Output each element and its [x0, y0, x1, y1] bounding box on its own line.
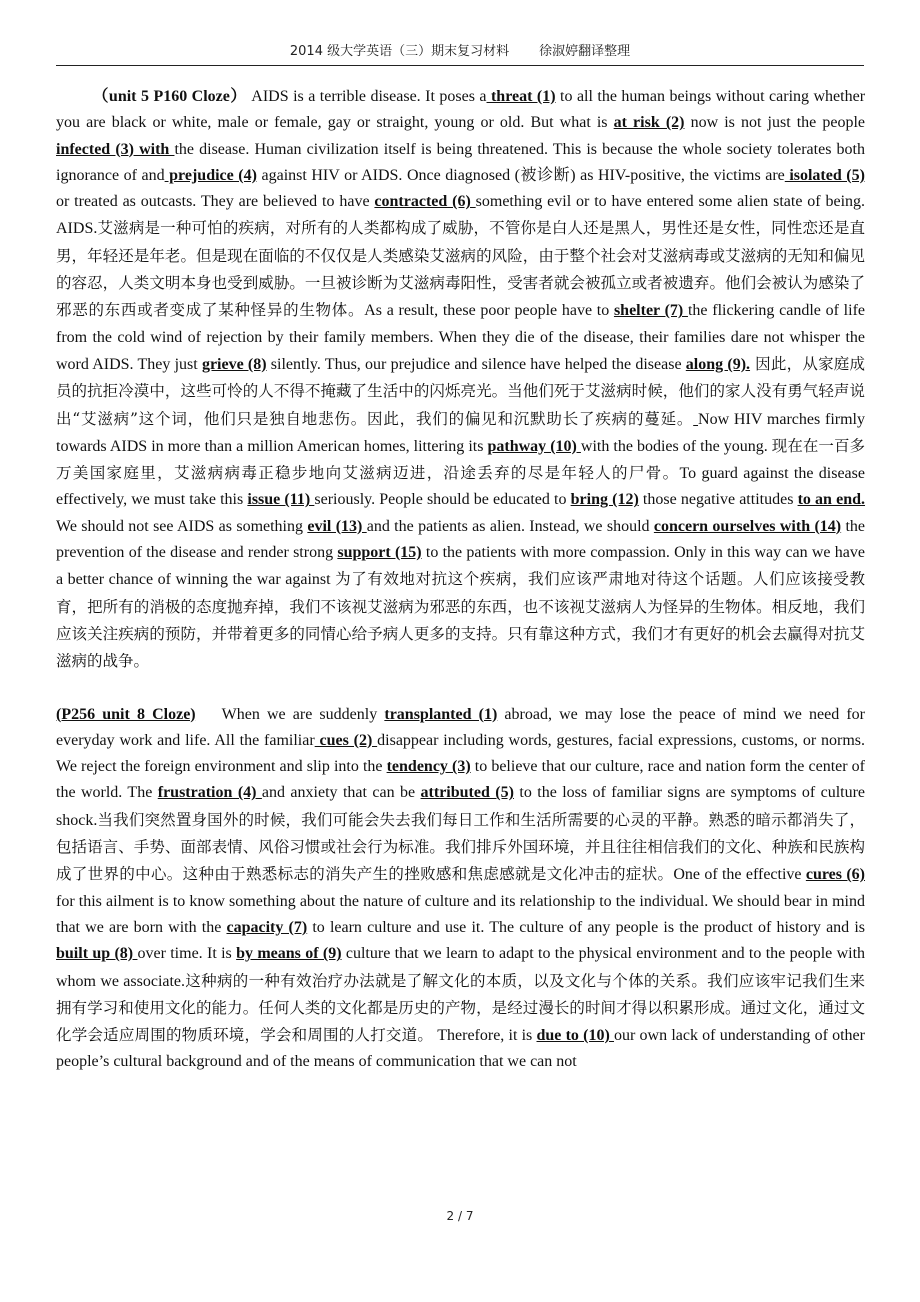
passage-text: with the bodies of the young.: [580, 437, 772, 455]
answer-blank: due to (10): [536, 1027, 615, 1045]
answer-blank: infected (3) with: [56, 140, 175, 158]
answer-blank: issue (11): [247, 491, 315, 509]
header-author: 徐淑婷翻译整理: [539, 44, 631, 59]
answer-blank: threat (1): [486, 88, 556, 105]
passage-text: When we are suddenly: [221, 705, 385, 723]
answer-blank: grieve (8): [201, 355, 267, 373]
answer-blank: frustration (4): [157, 784, 262, 802]
answer-blank: built up (8): [56, 945, 138, 963]
passage-text: the flickering candle of life from the cold wind of rejection by their family members. When they die of the disease, their families dare not whisper the word AIDS. They just: [56, 302, 865, 373]
passage-text: Therefore, it is: [433, 1027, 537, 1045]
passage-text: to learn culture and use it. The culture of any people is the product of history and is: [307, 918, 866, 936]
passage-text: abroad, we may lose the peace of mind we need for everyday work and life. All the familiar: [56, 705, 866, 749]
cloze-passage-unit-5: [56, 84, 865, 676]
answer-blank: by means of (9): [236, 945, 342, 963]
chinese-translation: 当我们突然置身国外的时候，我们可能会失去我们每日工作和生活所需要的心灵的平静。熟悉的暗示都消失了，包括语言、手势、面部表情、风俗习惯或社会行为标准。我们排斥外国环境，并且往往相信我们的文化、种族和民族构成了世界的中心。这种由于熟悉标志的消失产生的挫败感和焦虑感就是文化冲击的症状。: [56, 810, 865, 884]
chinese-translation: 这种病的一种有效治疗办法就是了解文化的本质，以及文化与个体的关系。我们应该牢记我们生来拥有学习和使用文化的能力。任何人类的文化都是历史的产物，是经过漫长的时间才得以积累形成。通过文化，通过文化学会适应周围的物质环境，学会和周围的人打交道。: [56, 971, 866, 1045]
passage-text: against HIV or AIDS. Once diagnosed (被诊断) as HIV-positive, the victims are: [256, 166, 785, 184]
answer-blank: tendency (3): [386, 758, 471, 776]
passage-label: (P256 unit 8 Cloze): [56, 705, 196, 723]
header-course-title: 2014 级大学英语（三）期末复习材料: [289, 44, 510, 59]
passage-text: those negative attitudes: [638, 491, 798, 509]
answer-blank: concern ourselves with (14): [653, 517, 842, 535]
page-header: [56, 40, 864, 66]
passage-label: （unit 5 P160 Cloze）: [92, 88, 247, 105]
answer-blank: at risk (2): [613, 114, 685, 132]
passage-text: to the patients with more compassion. Only in this way can we have a better chance of winning the war against: [56, 544, 866, 589]
passage-text: disappear including words, gestures, facial expressions, customs, or norms. We reject the foreign environment and slip into the: [56, 731, 866, 776]
passage-text: or treated as outcasts. They are believed to have: [56, 193, 375, 211]
page-number: 2 / 7: [446, 1209, 474, 1223]
passage-text: Now HIV marches firmly towards AIDS in more than a million American homes, littering its: [56, 410, 865, 455]
answer-blank: bring (12): [570, 491, 639, 509]
passage-text: and the patients as alien. Instead, we should: [366, 517, 654, 535]
passage-text: seriously. People should be educated to: [314, 491, 571, 509]
answer-blank: capacity (7): [226, 918, 308, 936]
answer-blank: support (15): [337, 544, 422, 562]
answer-blank: attributed (5): [420, 784, 514, 802]
chinese-translation: 艾滋病是一种可怕的疾病，对所有的人类都构成了威胁，不管你是白人还是黑人，男性还是女性，同性恋还是直男，年轻还是年老。但是现在面临的不仅仅是人类感染艾滋病的风险，由于整个社会对艾滋病毒或艾滋病的无知和偏见的容忍，人类文明本身也受到威胁。一旦被诊断为艾滋病毒阳性，受害者就会被孤立或者被遗弃。他们会被认为感染了邪恶的东西或者变成了某种怪异的生物体。: [56, 219, 865, 320]
passage-text: AIDS is a terrible disease. It poses a: [246, 88, 487, 105]
passage-text: We should not see AIDS as something: [56, 517, 308, 535]
answer-blank: transplanted (1): [384, 705, 498, 723]
chinese-translation: 现在在一百多万美国家庭里，艾滋病病毒正稳步地向艾滋病迈进，沿途丢弃的尽是年轻人的尸骨。: [56, 436, 865, 483]
passage-text: As a result, these poor people have to: [364, 302, 614, 320]
chinese-translation: 为了有效地对抗这个疾病，我们应该严肃地对待这个话题。人们应该接受教育，把所有的消极的态度抛弃掉，我们不该视艾滋病为邪恶的东西，也不该视艾滋病人为怪异的生物体。相反地，我们应该关注疾病的预防，并带着更多的同情心给予病人更多的支持。只有靠这种方式，我们才有更好的机会去赢得对抗艾滋病的战争。: [56, 570, 865, 671]
passage-text: to all the human beings without caring whether you are black or white, male or female, gay or straight, young or old. But what is: [56, 88, 866, 132]
answer-blank: pathway (10): [487, 437, 581, 455]
passage-text: over time. It is: [137, 945, 237, 963]
answer-blank: evil (13): [307, 517, 367, 535]
passage-text: to the loss of familiar signs are symptoms of culture shock.: [56, 784, 866, 829]
passage-text: to believe that our culture, race and nation form the center of the world. The: [56, 758, 866, 802]
answer-blank: prejudice (4): [164, 166, 257, 184]
passage-text: One of the effective: [673, 866, 806, 884]
passage-text: now is not just the people: [684, 114, 866, 132]
answer-blank: cues (2): [314, 731, 378, 749]
document-body: [56, 84, 865, 1076]
chinese-translation: 因此，从家庭成员的抗拒冷漠中，这些可怜的人不得不掩藏了生活中的闪烁亮光。当他们死于艾滋病时候，他们的家人没有勇气轻声说出“艾滋病”这个词，他们只是独自地悲伤。因此，我们的偏见和沉默助长了疾病的蔓延。: [56, 354, 866, 428]
answer-blank: along (9).: [685, 355, 751, 373]
answer-blank: cures (6): [805, 866, 865, 884]
cloze-passage-unit-8: [56, 702, 865, 1076]
passage-text: To guard against the disease effectively, we must take this: [56, 465, 865, 509]
passage-text: culture that we learn to adapt to the physical environment and to the people with whom we associate.: [56, 945, 866, 990]
passage-text: silently. Thus, our prejudice and silence have helped the disease: [266, 355, 686, 373]
answer-blank: shelter (7): [613, 302, 688, 320]
passage-text: the prevention of the disease and render strong: [56, 517, 866, 562]
passage-text: the disease. Human civilization itself is being threatened. This is because the whole society tolerates both ignorance of and: [56, 140, 865, 184]
passage-text: and anxiety that can be: [261, 784, 421, 802]
answer-blank: isolated (5): [784, 166, 865, 184]
passage-text: for this ailment is to know something about the nature of culture and its relationship to the individual. We should bear in mind that we are born with the: [56, 892, 865, 936]
passage-text: our own lack of understanding of other people’s cultural background and of the means of communication that we can not: [56, 1027, 865, 1071]
answer-blank: to an end.: [797, 491, 866, 509]
passage-text: something evil or to have entered some alien state of being. AIDS.: [56, 193, 866, 238]
answer-blank: contracted (6): [374, 193, 476, 211]
